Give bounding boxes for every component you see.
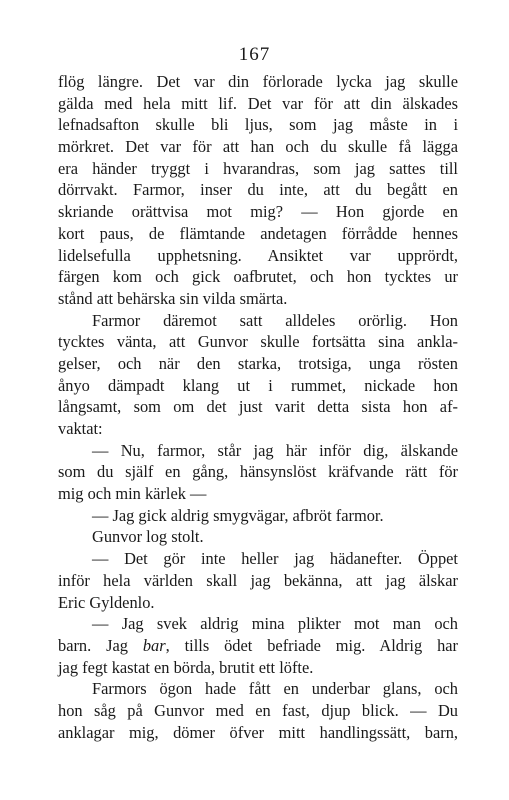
text-line: ånyo dämpadt klang ut i rummet, nickade hon	[58, 375, 458, 395]
text-line: färgen kom och gick oafbrutet, och hon tycktes ur	[58, 267, 458, 287]
text-line: kort paus, de flämtande andetagen förrådde hennes	[58, 223, 458, 243]
text-line: Gunvor log stolt.	[92, 527, 204, 547]
text-line: mig och min kärlek —	[58, 484, 207, 504]
page-number: 167	[238, 44, 271, 65]
text-line: långsamt, som om det just varit detta sista hon af-	[58, 397, 458, 417]
text-line: Eric Gyldenlo.	[58, 592, 155, 612]
text-line: lefnadsafton skulle bli ljus, som jag måste in i	[58, 115, 458, 135]
text-line: — Det gör inte heller jag hädanefter. Öppet	[92, 549, 458, 569]
text-line: anklagar mig, dömer öfver mitt handlingssätt, barn,	[58, 722, 458, 742]
text-line: era händer tryggt i hvarandras, som jag sattes till	[58, 158, 458, 178]
text-line: vaktat:	[58, 419, 103, 438]
text-line: flög längre. Det var din förlorade lycka jag skulle	[58, 72, 458, 91]
text-line: stånd att behärska sin vilda smärta.	[58, 288, 288, 308]
text-line: — Nu, farmor, står jag här inför dig, älskande	[92, 440, 458, 460]
text-line: Farmors ögon hade fått en underbar glans, och	[92, 679, 458, 699]
text-line: dörrvakt. Farmor, inser du inte, att du begått en	[58, 180, 458, 200]
text-line: — Jag svek aldrig mina plikter mot man och	[92, 614, 458, 634]
text-line: skriande orättvisa mot mig? — Hon gjorde en	[58, 202, 458, 222]
text-line: inför hela världen skall jag bekänna, att jag älskar	[58, 570, 458, 590]
emphasized-word: bar	[142, 635, 166, 655]
text-line: tycktes vänta, att Gunvor skulle fortsätta sina ankla-	[58, 332, 458, 352]
text-line: lidelsefulla upphetsning. Ansiktet var upprördt,	[58, 245, 458, 265]
text-line: jag fegt kastat en börda, brutit ett löfte.	[58, 657, 314, 677]
body-text	[58, 71, 458, 743]
text-line: gelser, och när den starka, trotsiga, unga rösten	[58, 353, 458, 373]
text-line: Farmor däremot satt alldeles orörlig. Hon	[92, 310, 458, 330]
text-line: hon såg på Gunvor med en fast, djup blick. — Du	[58, 700, 458, 720]
text-line: som du själf en gång, hänsynslöst kräfvande rätt för	[58, 462, 458, 482]
text-line: gälda med hela mitt lif. Det var för att din älskades	[58, 93, 458, 113]
text-line: mörkret. Det var för att han och du skulle få lägga	[58, 137, 458, 157]
text-line: barn. Jag bar, tills ödet befriade mig. Aldrig har	[58, 635, 458, 655]
text-line: — Jag gick aldrig smygvägar, afbröt farmor.	[92, 505, 384, 525]
